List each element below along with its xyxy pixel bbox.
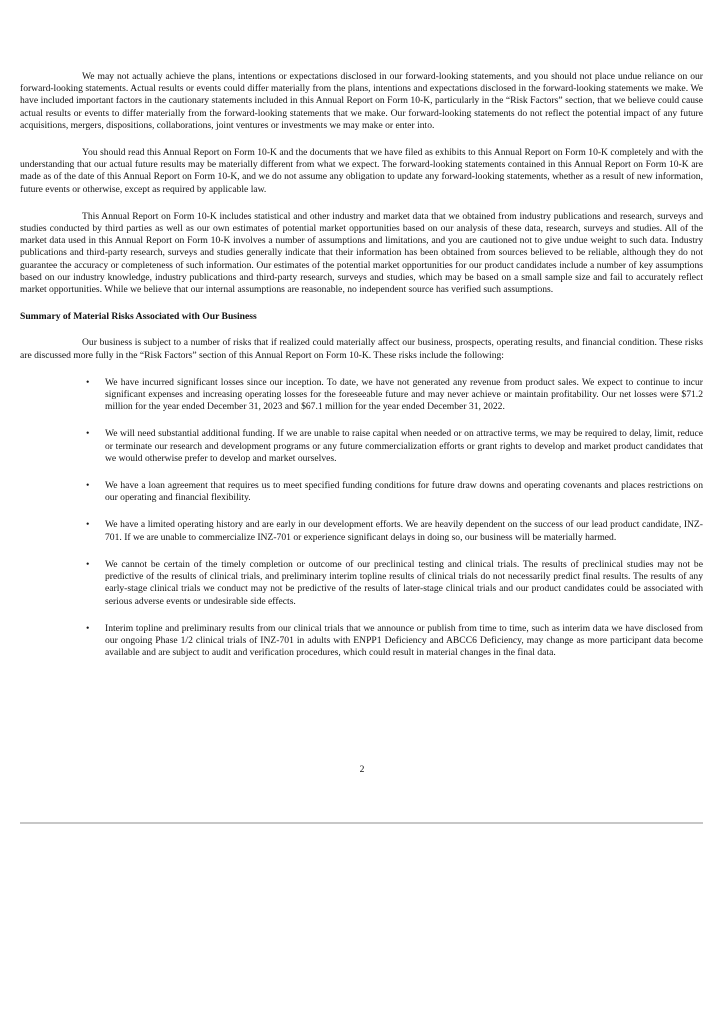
bullet-icon: •: [86, 622, 90, 634]
paragraph-forward-looking-reliance: We may not actually achieve the plans, intentions or expectations disclosed in our forward-looking statements, and you should not place undue reliance on our forward-looking statements. Actual results or events could differ materially from the plans, intentions and expectations disclosed in the forward-looking statements we make. We have included important factors in the cautionary statements included in this Annual Report on Form 10-K, particularly in the “Risk Factors” section, that we believe could cause actual results or events to differ materially from the forward-looking statements that we make. Our forward-looking statements do not reflect the potential impact of any future acquisitions, mergers, dispositions, collaborations, joint ventures or investments we may make or enter into.: [20, 71, 703, 131]
paragraph-market-data: This Annual Report on Form 10-K includes statistical and other industry and market data that we obtained from industry publications and research, surveys and studies conducted by third parties as well as our own estimates of potential market opportunities based on our analysis of these data, research, surveys and studies. All of the market data used in this Annual Report on Form 10-K involves a number of assumptions and limitations, and you are cautioned not to give undue weight to such data. Industry publications and third-party research, surveys and studies generally indicate that their information has been obtained from sources believed to be reliable, although they do not guarantee the accuracy or completeness of such information. Our estimates of the potential market opportunities for our product candidates include a number of key assumptions based on our industry knowledge, industry publications and third-party research, surveys and studies, which may be based on a small sample size and fail to accurately reflect market opportunities. While we believe that our internal assumptions are reasonable, no independent source has verified such assumptions.: [20, 210, 703, 296]
risk-bullet-list: [20, 377, 703, 659]
list-item: [86, 480, 703, 504]
page-number: 2: [359, 764, 365, 775]
list-item: [86, 558, 703, 608]
bullet-icon: •: [86, 558, 90, 570]
list-item: [86, 376, 703, 414]
bullet-text: We cannot be certain of the timely completion or outcome of our preclinical testing and clinical trials. The results of preclinical studies may not be predictive of the results of clinical trials, and preliminary interim topline results of clinical trials do not necessarily predict final results. The results of any early-stage clinical trials we conduct may not be predictive of the results of later-stage clinical trials and our product candidates could be associated with serious adverse events or undesirable side effects.: [105, 558, 703, 607]
list-item: [86, 622, 703, 660]
bullet-icon: •: [86, 480, 90, 492]
bullet-icon: •: [86, 376, 90, 388]
bullet-text: We have a limited operating history and are early in our development efforts. We are heavily dependent on the success of our lead product candidate, INZ-701. If we are unable to commercialize INZ-701 or experience significant delays in doing so, our business will be materially harmed.: [105, 519, 703, 543]
page-divider: [20, 822, 703, 824]
bullet-text: Interim topline and preliminary results from our clinical trials that we announce or publish from time to time, such as interim data we have disclosed from our ongoing Phase 1/2 clinical trials of INZ-701 in adults with ENPP1 Deficiency and ABCC6 Deficiency, may change as more participant data become available and are subject to audit and verification procedures, which could result in material changes in the final data.: [105, 622, 703, 659]
bullet-text: We have incurred significant losses since our inception. To date, we have not generated any revenue from product sales. We expect to continue to incur significant expenses and increasing operating losses for the foreseeable future and may never achieve or maintain profitability. Our net losses were $71.2 million for the year ended December 31, 2023 and $67.1 million for the year ended December 31, 2022.: [105, 376, 703, 413]
risks-intro-paragraph: Our business is subject to a number of risks that if realized could materially affect our business, prospects, operating results, and financial condition. These risks are discussed more fully in the “Risk Factors” section of this Annual Report on Form 10-K. These risks include the following:: [20, 337, 703, 361]
bullet-icon: •: [86, 428, 90, 440]
list-item: [86, 519, 703, 543]
bullet-text: We have a loan agreement that requires us to meet specified funding conditions for future draw downs and operating covenants and places restrictions on our operating and financial flexibility.: [105, 480, 703, 504]
section-heading: Summary of Material Risks Associated with Our Business: [20, 311, 257, 323]
page-content: [20, 71, 703, 674]
list-item: [86, 428, 703, 465]
paragraph-read-annual-report: You should read this Annual Report on Form 10-K and the documents that we have filed as exhibits to this Annual Report on Form 10-K completely and with the understanding that our actual future results may be materially different from what we expect. The forward-looking statements contained in this Annual Report on Form 10-K are made as of the date of this Annual Report on Form 10-K, and we do not assume any obligation to update any forward-looking statements, whether as a result of new information, future events or otherwise, except as required by applicable law.: [20, 147, 703, 195]
bullet-text: We will need substantial additional funding. If we are unable to raise capital when needed or on attractive terms, we may be required to delay, limit, reduce or terminate our research and development programs or any future commercialization efforts or grant rights to develop and market product candidates that we would otherwise prefer to develop and market ourselves.: [105, 428, 703, 464]
bullet-icon: •: [86, 519, 90, 531]
